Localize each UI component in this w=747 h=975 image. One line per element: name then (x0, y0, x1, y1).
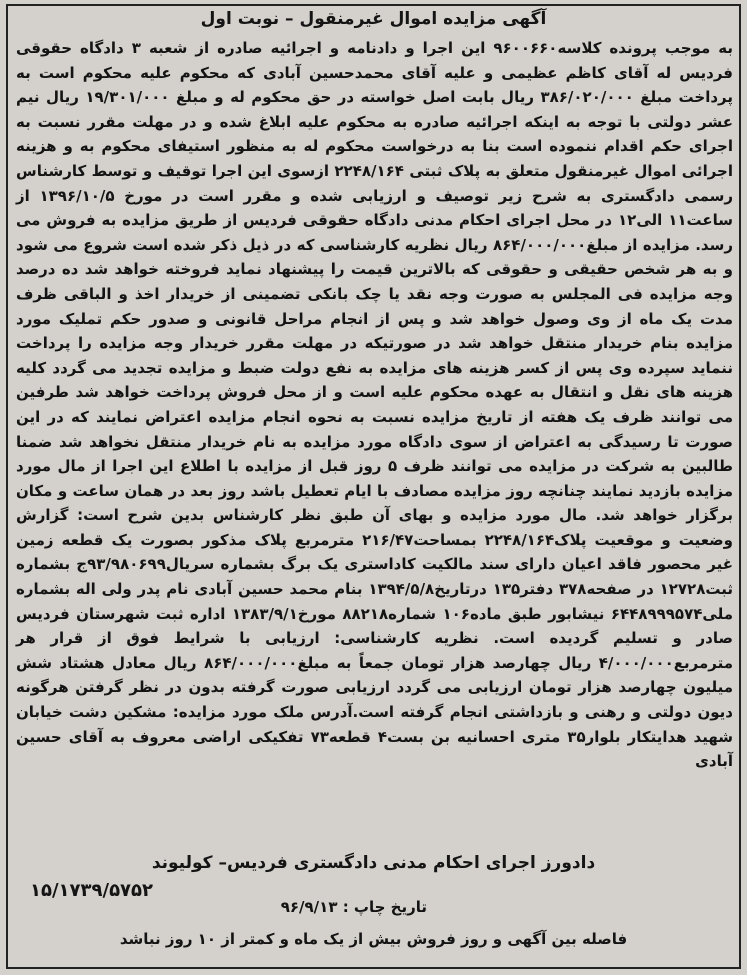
notice-body: به موجب پرونده کلاسه۹۶۰۰۶۶۰ این اجرا و دادنامه و اجرائیه صادره از شعبه ۳ دادگاه حقوقی فردیس له آقای کاظم عظیمی و علیه آقای محمدحسین آبادی که محکوم علیه محکوم است به پرداخت مبلغ ۳۸۶/۰۲۰/۰۰۰ ریال بابت اصل خواسته در حق محکوم له و مبلغ ۱۹/۳۰۱/۰۰۰ ریال نیم عشر دولتی با توجه به اینکه اجرائیه صادره به محکوم علیه ابلاغ شده و در مهلت مقرر نسبت به اجرای حکم اقدام ننموده است بنا به درخواست محکوم له به منظور استیفای محکوم به و هزینه اجرائی اموال غیرمنقول متعلق به پلاک ثبتی ۲۲۴۸/۱۶۴ ازسوی این اجرا توقیف و توسط کارشناس رسمی دادگستری به شرح زیر توصیف و ارزیابی شده و مقرر است در مورخ ۱۳۹۶/۱۰/۵ از ساعت۱۱ الی۱۲ در محل اجرای احکام مدنی دادگاه حقوقی فردیس از طریق مزایده به فروش می رسد. مزایده از مبلغ۸۶۴/۰۰۰/۰۰۰ ریال نظریه کارشناسی که در ذیل ذکر شده است شروع می شود و به هر شخص حقیقی و حقوقی که بالاترین قیمت را پیشنهاد نماید فروخته خواهد شد ده درصد وجه مزایده فی المجلس به صورت وجه نقد یا چک بانکی تضمینی از خریدار اخذ و الباقی ظرف مدت یک ماه از وی وصول خواهد شد و پس از انجام مراحل قانونی و صدور حکم تملیک مورد مزایده بنام خریدار منتقل خواهد شد در صورتیکه در مهلت مقرر خریدار وجه مزایده را پرداخت ننماید سپرده وی پس از کسر هزینه های مزایده به نفع دولت ضبط و مزایده تجدید می گردد کلیه هزینه های نقل و انتقال به عهده محکوم علیه است و از محل فروش پرداخت خواهد شد طرفین می توانند ظرف یک هفته از تاریخ مزایده نسبت به نحوه انجام مزایده اعتراض نمایند که در این صورت تا رسیدگی به اعتراض از سوی دادگاه مورد مزایده به نام خریدار منتقل نخواهد شد ضمنا طالبین به شرکت در مزایده می توانند ظرف ۵ روز قبل از مزایده با اطلاع این اجرا از مال مورد مزایده بازدید نمایند چنانچه روز مزایده مصادف با ایام تعطیل باشد روز بعد در همان ساعت و مکان برگزار خواهد شد. مال مورد مزایده و بهای آن طبق نظر کارشناس بدین شرح است: گزارش وضعیت و موقعیت پلاک۲۲۴۸/۱۶۴ بمساحت۲۱۶/۴۷ مترمربع پلاک مذکور بصورت یک قطعه زمین غیر محصور فاقد اعیان دارای سند مالکیت کاداستری یک برگ بشماره سریال۹۳/۹۸۰۶۹۹ج بشماره ثبت۱۲۷۲۸ در صفحه۳۷۸ دفتر۱۳۵ درتاریخ۱۳۹۴/۵/۸ بنام محمد حسین آبادی نام پدر ولی اله بشماره ملی۶۴۴۸۹۹۹۵۷۴ نیشابور طبق ماده۱۰۶ شماره۸۸۲۱۸ مورخ۱۳۸۳/۹/۱ اداره ثبت شهرستان فردیس صادر و تسلیم گردیده است. نظریه کارشناسی: ارزیابی با شرایط فوق از قرار هر مترمربع۴/۰۰۰/۰۰۰ ریال چهارصد هزار تومان جمعاً به مبلغ۸۶۴/۰۰۰/۰۰۰ ریال معادل هشتاد شش میلیون چهارصد هزار تومان ارزیابی می گردد ارزیابی صورت گرفته بدون در نظر گرفتن هرگونه دیون دولتی و رهنی و بازداشتی انجام گرفته است.آدرس ملک مورد مزایده: مشکین دشت خیابان شهید هدایتکار بلوار۳۵ متری احسانیه بن بست۴ قطعه۷۳ تفکیکی اراضی معروف به آقای حسین آبادی (16, 39, 734, 771)
notice-title: آگهی مزایده اموال غیرمنقول – نوبت اول (200, 9, 547, 29)
signature-line: دادورز اجرای احکام مدنی دادگستری فردیس– کولیوند (151, 853, 596, 873)
reference-number: ۱۵/۱۷۳۹/۵۷۵۲ (30, 880, 154, 901)
print-date: تاریخ چاپ : ۹۶/۹/۱۳ (280, 898, 427, 916)
footer-notice: فاصله بین آگهی و روز فروش بیش از یک ماه و کمتر از ۱۰ روز نباشد (119, 930, 628, 948)
